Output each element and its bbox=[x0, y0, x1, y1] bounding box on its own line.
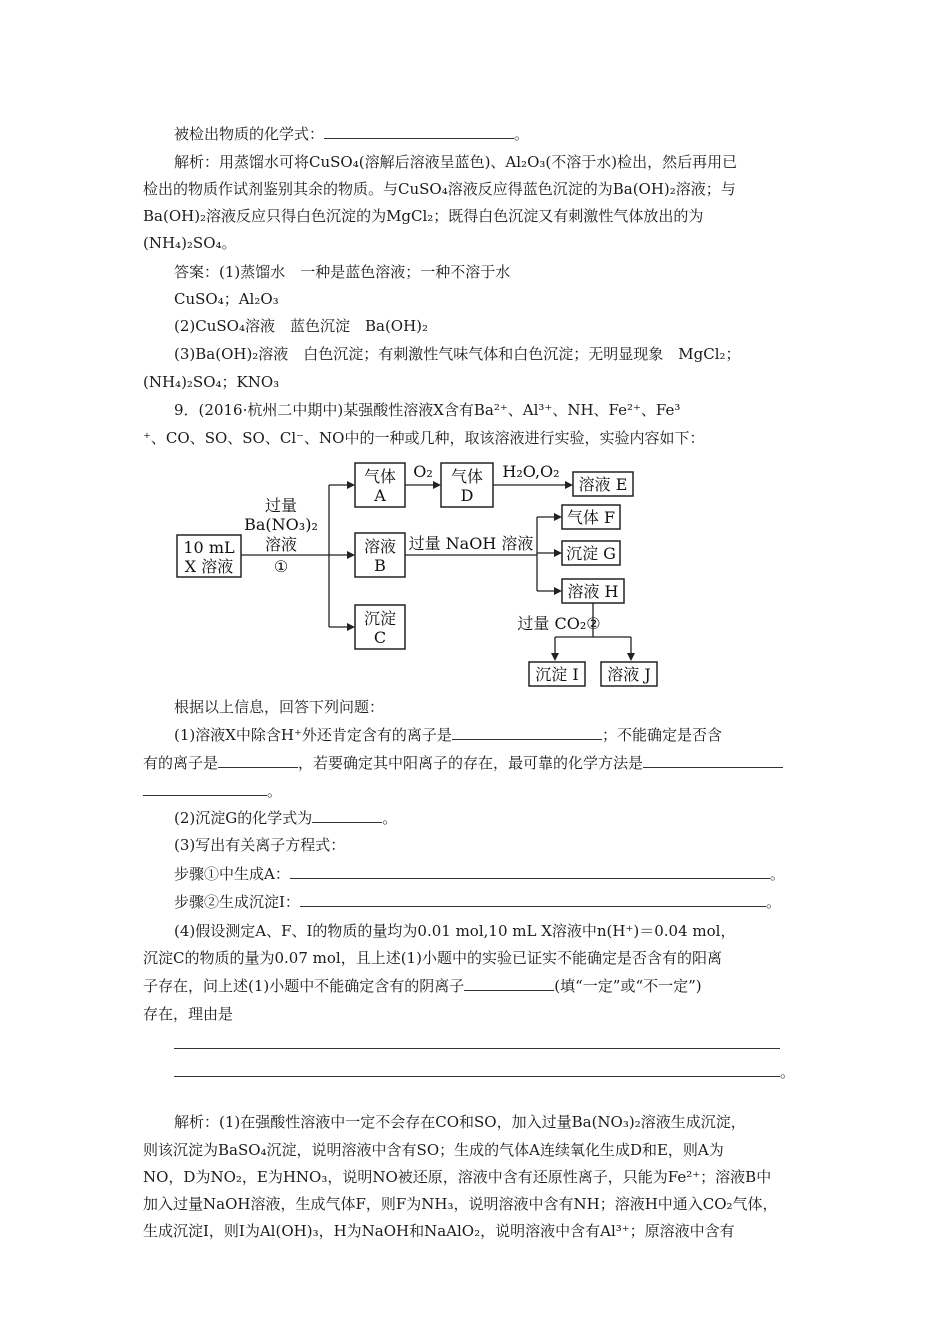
q1-line3 bbox=[143, 781, 282, 801]
q2-blank[interactable] bbox=[312, 808, 382, 823]
precip-g-label: 沉淀 G bbox=[566, 544, 616, 563]
step1-label-line3: 溶液 bbox=[264, 535, 298, 554]
answer-line: (3)Ba(OH)₂溶液 白色沉淀；有刺激性气味气体和白色沉淀；无明显现象 MgCl₂； bbox=[174, 345, 741, 363]
analysis-line: Ba(OH)₂溶液反应只得白色沉淀的为MgCl₂；既得白色沉淀又有刺激性气体放出的为 bbox=[143, 207, 704, 225]
q9-stem-line1: 9．(2016·杭州二中期中)某强酸性溶液X含有Ba²⁺、Al³⁺、NH、Fe²⁺、Fe³ bbox=[174, 401, 681, 419]
precip-c-line1: 沉淀 bbox=[363, 609, 397, 628]
end-mark: 。 bbox=[267, 782, 283, 800]
gas-f-label: 气体 F bbox=[566, 508, 616, 527]
solution-j-label: 溶液 J bbox=[607, 665, 651, 684]
q4-line4: 存在，理由是 bbox=[143, 1005, 234, 1023]
q1-blank-method-cont[interactable] bbox=[143, 781, 267, 796]
answer-blank[interactable] bbox=[324, 124, 514, 139]
gas-d-line1: 气体 bbox=[450, 467, 484, 486]
q9-stem-line2: ⁺、CO、SO、SO、Cl⁻、NO中的一种或几种，取该溶液进行实验，实验内容如下： bbox=[143, 429, 705, 447]
co2-label: 过量 CO₂② bbox=[517, 614, 601, 633]
q1-blank-method[interactable] bbox=[643, 753, 783, 768]
detected-formula-prompt: 被检出物质的化学式： bbox=[174, 125, 325, 143]
q1-line2 bbox=[143, 753, 783, 773]
gas-a-line2: A bbox=[374, 486, 386, 505]
q3-step1-blank[interactable] bbox=[290, 864, 770, 879]
step1-label-line1: 过量 bbox=[264, 496, 298, 515]
q4-reason-line2 bbox=[174, 1062, 795, 1082]
q1-line2-a: 有的离子是 bbox=[143, 754, 219, 772]
q1-line1-text: (1)溶液X中除含H⁺外还肯定含有的离子是 bbox=[174, 726, 452, 744]
q9-intro: 根据以上信息，回答下列问题： bbox=[174, 698, 385, 716]
o2-label: O₂ bbox=[413, 462, 433, 481]
q9-analysis-line: 加入过量NaOH溶液，生成气体F，则F为NH₃，说明溶液中含有NH；溶液H中通入CO₂气体， bbox=[143, 1195, 778, 1213]
q3-step2-line bbox=[174, 892, 781, 912]
analysis-line: 检出的物质作试剂鉴别其余的物质。与CuSO₄溶液反应得蓝色沉淀的为Ba(OH)₂溶液；与 bbox=[143, 180, 736, 198]
end-mark: 。 bbox=[780, 1063, 796, 1081]
q1-line2-b: ，若要确定其中阳离子的存在，最可靠的化学方法是 bbox=[298, 754, 644, 772]
answer-line: (NH₄)₂SO₄；KNO₃ bbox=[143, 373, 280, 391]
q3-step1-text: 步骤①中生成A： bbox=[174, 865, 290, 883]
q3-step1-line bbox=[174, 864, 785, 884]
precip-i-label: 沉淀 I bbox=[535, 665, 579, 684]
end-mark: 。 bbox=[765, 893, 781, 911]
q4-line3 bbox=[143, 976, 702, 996]
q2-text: (2)沉淀G的化学式为 bbox=[174, 809, 313, 827]
q4-line2: 沉淀C的物质的量为0.07 mol，且上述(1)小题中的实验已证实不能确定是否含有的阳离 bbox=[143, 949, 722, 967]
q4-line3-b: (填“一定”或“不一定”) bbox=[554, 977, 702, 995]
analysis-line: 解析：用蒸馏水可将CuSO₄(溶解后溶液呈蓝色)、Al₂O₃(不溶于水)检出，然后再用已 bbox=[174, 153, 738, 171]
q9-analysis-line: 解析：(1)在强酸性溶液中一定不会存在CO和SO，加入过量Ba(NO₃)₂溶液生成沉淀， bbox=[174, 1113, 746, 1131]
q1-blank-uncertain[interactable] bbox=[218, 753, 298, 768]
q4-line3-a: 子存在，问上述(1)小题中不能确定含有的阴离子 bbox=[143, 977, 465, 995]
answer-line: CuSO₄；Al₂O₃ bbox=[174, 290, 279, 308]
gas-d-line2: D bbox=[460, 486, 474, 505]
q3-step2-blank[interactable] bbox=[300, 892, 766, 907]
solution-h-label: 溶液 H bbox=[567, 582, 619, 601]
q4-reason-blank-2[interactable] bbox=[174, 1062, 780, 1077]
q4-line1: (4)假设测定A、F、I的物质的量均为0.01 mol,10 mL X溶液中n(H⁺)＝0.04 mol， bbox=[174, 922, 736, 940]
q1-line1-end: ；不能确定是否含 bbox=[601, 726, 722, 744]
answer-line: (2)CuSO₄溶液 蓝色沉淀 Ba(OH)₂ bbox=[174, 317, 429, 335]
q4-reason-blank-1[interactable] bbox=[174, 1034, 780, 1049]
start-box-line2: X 溶液 bbox=[184, 557, 234, 576]
q9-analysis-line: NO，D为NO₂，E为HNO₃，说明NO被还原，溶液中含有还原性离子，只能为Fe²⁺；溶液B中 bbox=[143, 1168, 772, 1186]
precip-c-line2: C bbox=[373, 628, 387, 647]
step1-label-line4: ① bbox=[273, 557, 289, 576]
gas-a-line1: 气体 bbox=[363, 467, 397, 486]
experiment-flowchart bbox=[175, 455, 651, 690]
analysis-line: (NH₄)₂SO₄。 bbox=[143, 234, 237, 252]
h2o-o2-label: H₂O,O₂ bbox=[502, 462, 560, 481]
solution-e-label: 溶液 E bbox=[578, 475, 628, 494]
solution-b-line1: 溶液 bbox=[363, 537, 397, 556]
q3-line: (3)写出有关离子方程式： bbox=[174, 836, 346, 854]
q9-analysis-line: 则该沉淀为BaSO₄沉淀，说明溶液中含有SO；生成的气体A连续氧化生成D和E，则A为 bbox=[143, 1141, 724, 1159]
q3-step2-text: 步骤②生成沉淀Ⅰ： bbox=[174, 893, 300, 911]
end-mark: 。 bbox=[769, 865, 785, 883]
q1-line1 bbox=[174, 725, 722, 745]
naoh-label: 过量 NaOH 溶液 bbox=[408, 534, 534, 553]
detected-formula-line bbox=[174, 124, 529, 144]
step1-label-line2: Ba(NO₃)₂ bbox=[244, 515, 318, 534]
q1-blank-ions[interactable] bbox=[452, 725, 602, 740]
q9-analysis-line: 生成沉淀I，则I为Al(OH)₃，H为NaOH和NaAlO₂，说明溶液中含有Al³⁺；原溶液中含有 bbox=[143, 1222, 735, 1240]
end-mark: 。 bbox=[514, 125, 530, 143]
solution-b-line2: B bbox=[374, 556, 386, 575]
start-box-line1: 10 mL bbox=[183, 538, 235, 557]
q2-line bbox=[174, 808, 397, 828]
end-mark: 。 bbox=[382, 809, 398, 827]
answer-line: 答案：(1)蒸馏水 一种是蓝色溶液；一种不溶于水 bbox=[174, 263, 511, 281]
q4-blank-certainty[interactable] bbox=[464, 976, 554, 991]
q4-reason-line1 bbox=[174, 1034, 780, 1054]
